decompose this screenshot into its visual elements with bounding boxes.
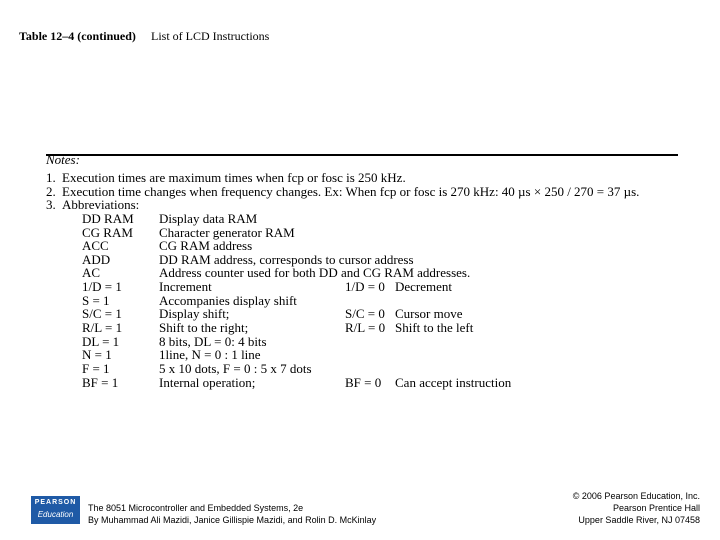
abbr: S = 1 — [82, 293, 110, 308]
abbreviation-row — [0, 252, 720, 265]
book-authors: By Muhammad Ali Mazidi, Janice Gillispie Mazidi, and Rolin D. McKinlay — [88, 515, 377, 525]
notes-divider — [46, 154, 678, 156]
abbreviation-row — [0, 225, 720, 238]
table-title: List of LCD Instructions — [151, 29, 270, 43]
abbr-desc: Increment — [159, 279, 212, 294]
note-number: 1. — [46, 170, 56, 185]
abbreviation-row — [0, 211, 720, 224]
abbr-alt: BF = 0 — [345, 375, 382, 390]
abbr-alt-desc: Shift to the left — [395, 320, 474, 335]
abbreviation-row — [0, 265, 720, 278]
abbreviation-row — [0, 306, 720, 319]
abbr: CG RAM — [82, 225, 133, 240]
abbr: S/C = 1 — [82, 306, 122, 321]
abbreviation-row — [0, 347, 720, 360]
abbr-alt: 1/D = 0 — [345, 279, 385, 294]
abbr-desc: Display data RAM — [159, 211, 258, 226]
abbreviation-row — [0, 375, 720, 388]
address-line: Upper Saddle River, NJ 07458 — [578, 515, 700, 525]
abbr-desc: 1line, N = 0 : 1 line — [159, 347, 261, 362]
publisher-line: Pearson Prentice Hall — [612, 503, 700, 513]
abbr-desc: Display shift; — [159, 306, 230, 321]
note-text: Abbreviations: — [62, 197, 140, 212]
abbreviation-row — [0, 293, 720, 306]
abbr: N = 1 — [82, 347, 112, 362]
notes-heading: Notes: — [46, 152, 80, 167]
pearson-logo — [31, 496, 80, 524]
copyright — [573, 490, 700, 526]
note-text: Execution time changes when frequency changes. Ex: When fcp or fosc is 270 kHz: 40 µs × 250 / 270 = 37 µs. — [62, 184, 640, 199]
abbr-desc: Internal operation; — [159, 375, 256, 390]
abbr: R/L = 1 — [82, 320, 123, 335]
abbr-alt: R/L = 0 — [345, 320, 386, 335]
abbreviation-row — [0, 279, 720, 292]
logo-bottom-text: Education — [37, 510, 74, 519]
abbr-desc: 5 x 10 dots, F = 0 : 5 x 7 dots — [159, 361, 312, 376]
abbr: F = 1 — [82, 361, 110, 376]
abbr-desc: CG RAM address — [159, 238, 253, 253]
abbr-alt-desc: Decrement — [395, 279, 453, 294]
abbr-alt-desc: Cursor move — [395, 306, 463, 321]
abbreviation-row — [0, 320, 720, 333]
abbr-desc: Character generator RAM — [159, 225, 295, 240]
abbr-desc: Accompanies display shift — [159, 293, 297, 308]
logo-top-text: PEARSON — [34, 499, 77, 506]
abbr-desc: DD RAM address, corresponds to cursor address — [159, 252, 414, 267]
abbr-desc: 8 bits, DL = 0: 4 bits — [159, 334, 267, 349]
abbr-alt: S/C = 0 — [345, 306, 385, 321]
table-number: Table 12–4 (continued) — [19, 29, 136, 43]
book-credit — [88, 502, 376, 526]
copyright-line: © 2006 Pearson Education, Inc. — [572, 491, 700, 501]
abbreviation-row — [0, 361, 720, 374]
abbreviation-row — [0, 334, 720, 347]
abbr: ADD — [82, 252, 111, 267]
abbr: AC — [82, 265, 101, 280]
abbr: DD RAM — [82, 211, 134, 226]
book-title: The 8051 Microcontroller and Embedded Systems, 2e — [88, 503, 304, 513]
abbr: BF = 1 — [82, 375, 119, 390]
abbr: 1/D = 1 — [82, 279, 122, 294]
abbr: ACC — [82, 238, 109, 253]
abbr: DL = 1 — [82, 334, 120, 349]
abbreviation-row — [0, 238, 720, 251]
abbr-desc: Shift to the right; — [159, 320, 249, 335]
note-text: Execution times are maximum times when fcp or fosc is 250 kHz. — [62, 170, 406, 185]
abbr-desc: Address counter used for both DD and CG RAM addresses. — [159, 265, 471, 280]
note-number: 3. — [46, 197, 56, 212]
abbr-alt-desc: Can accept instruction — [395, 375, 512, 390]
note-number: 2. — [46, 184, 56, 199]
